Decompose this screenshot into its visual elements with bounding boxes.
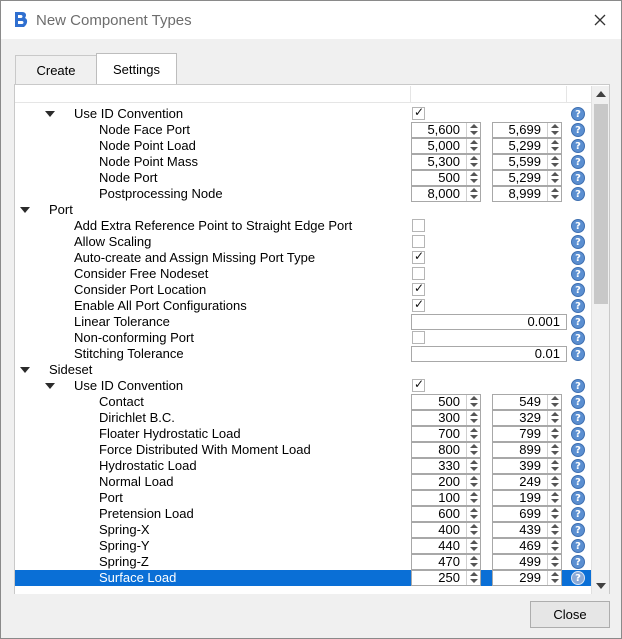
spin-arrows-icon[interactable] — [466, 475, 480, 489]
range-max-spinbox[interactable] — [492, 410, 562, 426]
range-max-spinbox[interactable] — [492, 426, 562, 442]
title-bar — [1, 1, 621, 39]
spinbox-value: 700 — [438, 426, 460, 441]
spin-arrows-icon[interactable] — [466, 139, 480, 153]
setting-checkbox[interactable] — [412, 267, 425, 280]
tree-row-label: Port — [99, 490, 123, 505]
tree-row[interactable] — [15, 186, 591, 202]
help-icon[interactable]: ? — [571, 539, 585, 553]
help-icon[interactable]: ? — [571, 139, 585, 153]
setting-checkbox[interactable] — [412, 235, 425, 248]
tree-row[interactable] — [15, 522, 591, 538]
spin-arrows-icon[interactable] — [466, 443, 480, 457]
spin-arrows-icon[interactable] — [547, 171, 561, 185]
help-icon[interactable]: ? — [571, 155, 585, 169]
range-max-spinbox[interactable] — [492, 506, 562, 522]
spin-arrows-icon[interactable] — [466, 411, 480, 425]
setting-checkbox[interactable] — [412, 107, 425, 120]
tree-row-label: Linear Tolerance — [74, 314, 170, 329]
tree-row[interactable] — [15, 298, 591, 314]
spin-arrows-icon[interactable] — [547, 443, 561, 457]
help-icon[interactable]: ? — [571, 475, 585, 489]
range-max-spinbox[interactable] — [492, 474, 562, 490]
range-min-spinbox[interactable] — [411, 138, 481, 154]
tree-row-label: Hydrostatic Load — [99, 458, 197, 473]
spin-arrows-icon[interactable] — [466, 491, 480, 505]
spinbox-value: 330 — [438, 458, 460, 473]
spin-arrows-icon[interactable] — [547, 571, 561, 585]
tree-row-label: Postprocessing Node — [99, 186, 223, 201]
range-min-spinbox[interactable] — [411, 410, 481, 426]
tree-row[interactable] — [15, 442, 591, 458]
spinbox-value: 899 — [519, 442, 541, 457]
range-max-spinbox[interactable] — [492, 394, 562, 410]
tree-row-label: Dirichlet B.C. — [99, 410, 175, 425]
spinbox-value: 8,000 — [427, 186, 460, 201]
spinbox-value: 400 — [438, 522, 460, 537]
tree-row-label: Pretension Load — [99, 506, 194, 521]
spinbox-value: 799 — [519, 426, 541, 441]
range-min-spinbox[interactable] — [411, 490, 481, 506]
header-column-help — [567, 86, 591, 103]
help-icon[interactable]: ? — [571, 251, 585, 265]
help-icon[interactable]: ? — [571, 267, 585, 281]
header-column-name[interactable] — [15, 86, 411, 103]
tree-row-label: Use ID Convention — [74, 106, 184, 121]
range-min-spinbox[interactable] — [411, 554, 481, 570]
tab-settings[interactable]: Settings — [96, 53, 177, 85]
range-max-spinbox[interactable] — [492, 538, 562, 554]
spin-arrows-icon[interactable] — [466, 523, 480, 537]
spin-arrows-icon[interactable] — [466, 571, 480, 585]
value-field[interactable] — [411, 346, 567, 362]
spinbox-value: 329 — [519, 410, 541, 425]
tree-row[interactable] — [15, 490, 591, 506]
tree-row[interactable] — [15, 138, 591, 154]
range-min-spinbox[interactable] — [411, 570, 481, 586]
tree-row[interactable] — [15, 570, 591, 586]
settings-tree[interactable] — [15, 86, 591, 594]
tree-row-label: Add Extra Reference Point to Straight Edge Port — [74, 218, 353, 233]
spinbox-value: 399 — [519, 458, 541, 473]
spinbox-value: 500 — [438, 394, 460, 409]
scroll-up-icon[interactable] — [592, 86, 610, 103]
tree-row[interactable] — [15, 266, 591, 282]
tree-row-label: Stitching Tolerance — [74, 346, 184, 361]
spin-arrows-icon[interactable] — [547, 539, 561, 553]
help-icon[interactable]: ? — [571, 555, 585, 569]
spin-arrows-icon[interactable] — [466, 187, 480, 201]
spin-arrows-icon[interactable] — [466, 171, 480, 185]
spin-arrows-icon[interactable] — [466, 427, 480, 441]
spin-arrows-icon[interactable] — [547, 507, 561, 521]
spin-arrows-icon[interactable] — [547, 411, 561, 425]
spin-arrows-icon[interactable] — [547, 155, 561, 169]
spin-arrows-icon[interactable] — [547, 139, 561, 153]
spinbox-value: 699 — [519, 506, 541, 521]
tree-row[interactable] — [15, 282, 591, 298]
tree-row-label: Floater Hydrostatic Load — [99, 426, 241, 441]
range-min-spinbox[interactable] — [411, 394, 481, 410]
scroll-down-icon[interactable] — [592, 577, 610, 594]
tree-row[interactable] — [15, 394, 591, 410]
help-icon[interactable]: ? — [571, 411, 585, 425]
spinbox-value: 800 — [438, 442, 460, 457]
tree-row[interactable] — [15, 538, 591, 554]
range-min-spinbox[interactable] — [411, 538, 481, 554]
spin-arrows-icon[interactable] — [466, 459, 480, 473]
help-icon[interactable]: ? — [571, 347, 585, 361]
spinbox-value: 5,600 — [427, 122, 460, 137]
spinbox-value: 250 — [438, 570, 460, 585]
tree-row[interactable] — [15, 378, 591, 394]
tree-row-label: Normal Load — [99, 474, 174, 489]
spin-arrows-icon[interactable] — [466, 539, 480, 553]
range-min-spinbox[interactable] — [411, 154, 481, 170]
tree-row-label: Spring-Z — [99, 554, 149, 569]
help-icon[interactable]: ? — [571, 459, 585, 473]
help-icon[interactable]: ? — [571, 123, 585, 137]
tree-row[interactable] — [15, 346, 591, 362]
range-max-spinbox[interactable] — [492, 154, 562, 170]
range-max-spinbox[interactable] — [492, 138, 562, 154]
tree-row-label: Node Port — [99, 170, 158, 185]
spinbox-value: 499 — [519, 554, 541, 569]
help-icon[interactable]: ? — [571, 235, 585, 249]
tree-row[interactable] — [15, 410, 591, 426]
help-icon[interactable]: ? — [571, 187, 585, 201]
tree-row[interactable] — [15, 154, 591, 170]
spinbox-value: 439 — [519, 522, 541, 537]
help-icon[interactable]: ? — [571, 507, 585, 521]
app-logo-icon — [13, 11, 29, 29]
tree-row[interactable] — [15, 202, 591, 218]
help-icon[interactable]: ? — [571, 491, 585, 505]
tree-row-label: Use ID Convention — [74, 378, 184, 393]
window-title: New Component Types — [36, 12, 192, 29]
spinbox-value: 100 — [438, 490, 460, 505]
tree-row[interactable] — [15, 554, 591, 570]
spin-arrows-icon[interactable] — [547, 491, 561, 505]
setting-checkbox[interactable] — [412, 331, 425, 344]
spinbox-value: 600 — [438, 506, 460, 521]
spinbox-value: 8,999 — [508, 186, 541, 201]
spinbox-value: 249 — [519, 474, 541, 489]
setting-checkbox[interactable] — [412, 219, 425, 232]
tree-row[interactable] — [15, 506, 591, 522]
spinbox-value: 5,699 — [508, 122, 541, 137]
help-icon[interactable]: ? — [571, 395, 585, 409]
tree-row-label: Surface Load — [99, 570, 177, 585]
spin-arrows-icon[interactable] — [466, 555, 480, 569]
tree-row-label: Auto-create and Assign Missing Port Type — [74, 250, 316, 265]
setting-checkbox[interactable] — [412, 299, 425, 312]
range-max-spinbox[interactable] — [492, 458, 562, 474]
tree-row[interactable] — [15, 218, 591, 234]
vertical-scrollbar[interactable] — [591, 86, 609, 594]
range-max-spinbox[interactable] — [492, 490, 562, 506]
spin-arrows-icon[interactable] — [547, 555, 561, 569]
range-max-spinbox[interactable] — [492, 170, 562, 186]
tree-row[interactable] — [15, 122, 591, 138]
help-icon[interactable]: ? — [571, 379, 585, 393]
help-icon[interactable]: ? — [571, 283, 585, 297]
spinbox-value: 5,299 — [508, 170, 541, 185]
spin-arrows-icon[interactable] — [547, 123, 561, 137]
tree-row-label: Spring-Y — [99, 538, 150, 553]
spinbox-value: 500 — [438, 170, 460, 185]
close-button[interactable]: Close — [530, 601, 610, 628]
spinbox-value: 300 — [438, 410, 460, 425]
range-max-spinbox[interactable] — [492, 186, 562, 202]
help-icon[interactable]: ? — [571, 315, 585, 329]
expand-arrow-icon[interactable] — [45, 111, 55, 117]
range-max-spinbox[interactable] — [492, 570, 562, 586]
range-min-spinbox[interactable] — [411, 522, 481, 538]
tab-create[interactable]: Create — [15, 55, 97, 85]
tree-row-label: Node Point Mass — [99, 154, 198, 169]
tree-row[interactable] — [15, 474, 591, 490]
spin-arrows-icon[interactable] — [547, 187, 561, 201]
spin-arrows-icon[interactable] — [547, 523, 561, 537]
close-icon[interactable] — [592, 12, 608, 28]
help-icon[interactable]: ? — [571, 427, 585, 441]
spinbox-value: 5,000 — [427, 138, 460, 153]
spinbox-value: 440 — [438, 538, 460, 553]
help-icon[interactable]: ? — [571, 219, 585, 233]
expand-arrow-icon[interactable] — [20, 207, 30, 213]
range-min-spinbox[interactable] — [411, 170, 481, 186]
range-max-spinbox[interactable] — [492, 442, 562, 458]
expand-arrow-icon[interactable] — [20, 367, 30, 373]
tree-row-label: Allow Scaling — [74, 234, 152, 249]
field-value: 0.001 — [527, 314, 560, 329]
tree-row[interactable] — [15, 250, 591, 266]
range-max-spinbox[interactable] — [492, 554, 562, 570]
spin-arrows-icon[interactable] — [466, 155, 480, 169]
help-icon[interactable]: ? — [571, 443, 585, 457]
help-icon[interactable]: ? — [571, 299, 585, 313]
range-min-spinbox[interactable] — [411, 426, 481, 442]
tree-row[interactable] — [15, 458, 591, 474]
field-value: 0.01 — [534, 346, 560, 361]
spin-arrows-icon[interactable] — [547, 427, 561, 441]
tree-row-label: Node Point Load — [99, 138, 196, 153]
help-icon[interactable]: ? — [571, 171, 585, 185]
setting-checkbox[interactable] — [412, 283, 425, 296]
tree-row-label: Port — [49, 202, 73, 217]
scrollbar-thumb[interactable] — [594, 104, 608, 304]
spinbox-value: 5,299 — [508, 138, 541, 153]
spinbox-value: 5,599 — [508, 154, 541, 169]
help-icon[interactable]: ? — [571, 523, 585, 537]
tree-row[interactable] — [15, 426, 591, 442]
range-min-spinbox[interactable] — [411, 458, 481, 474]
tree-header — [15, 86, 591, 103]
range-max-spinbox[interactable] — [492, 122, 562, 138]
spinbox-value: 470 — [438, 554, 460, 569]
tree-row-label: Force Distributed With Moment Load — [99, 442, 311, 457]
spinbox-value: 200 — [438, 474, 460, 489]
help-icon[interactable]: ? — [571, 331, 585, 345]
spinbox-value: 199 — [519, 490, 541, 505]
spin-arrows-icon[interactable] — [466, 507, 480, 521]
expand-arrow-icon[interactable] — [45, 383, 55, 389]
tree-row-label: Consider Free Nodeset — [74, 266, 209, 281]
tree-row[interactable] — [15, 170, 591, 186]
spinbox-value: 299 — [519, 570, 541, 585]
range-min-spinbox[interactable] — [411, 122, 481, 138]
range-min-spinbox[interactable] — [411, 186, 481, 202]
tree-row[interactable] — [15, 234, 591, 250]
help-icon[interactable]: ? — [571, 571, 585, 585]
range-min-spinbox[interactable] — [411, 474, 481, 490]
spin-arrows-icon[interactable] — [547, 459, 561, 473]
range-max-spinbox[interactable] — [492, 522, 562, 538]
tree-row-label: Consider Port Location — [74, 282, 207, 297]
tree-row-label: Sideset — [49, 362, 93, 377]
tree-row[interactable] — [15, 330, 591, 346]
tree-row[interactable] — [15, 362, 591, 378]
setting-checkbox[interactable] — [412, 379, 425, 392]
spin-arrows-icon[interactable] — [466, 123, 480, 137]
spinbox-value: 549 — [519, 394, 541, 409]
tree-row[interactable] — [15, 314, 591, 330]
spinbox-value: 5,300 — [427, 154, 460, 169]
tree-row-label: Node Face Port — [99, 122, 191, 137]
spin-arrows-icon[interactable] — [547, 475, 561, 489]
range-min-spinbox[interactable] — [411, 442, 481, 458]
spin-arrows-icon[interactable] — [466, 395, 480, 409]
tree-row-label: Spring-X — [99, 522, 150, 537]
tree-row-label: Contact — [99, 394, 144, 409]
help-icon[interactable]: ? — [571, 107, 585, 121]
range-min-spinbox[interactable] — [411, 506, 481, 522]
tree-row-label: Enable All Port Configurations — [74, 298, 247, 313]
spinbox-value: 469 — [519, 538, 541, 553]
tree-row[interactable] — [15, 106, 591, 122]
header-column-value[interactable] — [411, 86, 567, 103]
value-field[interactable] — [411, 314, 567, 330]
setting-checkbox[interactable] — [412, 251, 425, 264]
spin-arrows-icon[interactable] — [547, 395, 561, 409]
tree-row-label: Non-conforming Port — [74, 330, 194, 345]
